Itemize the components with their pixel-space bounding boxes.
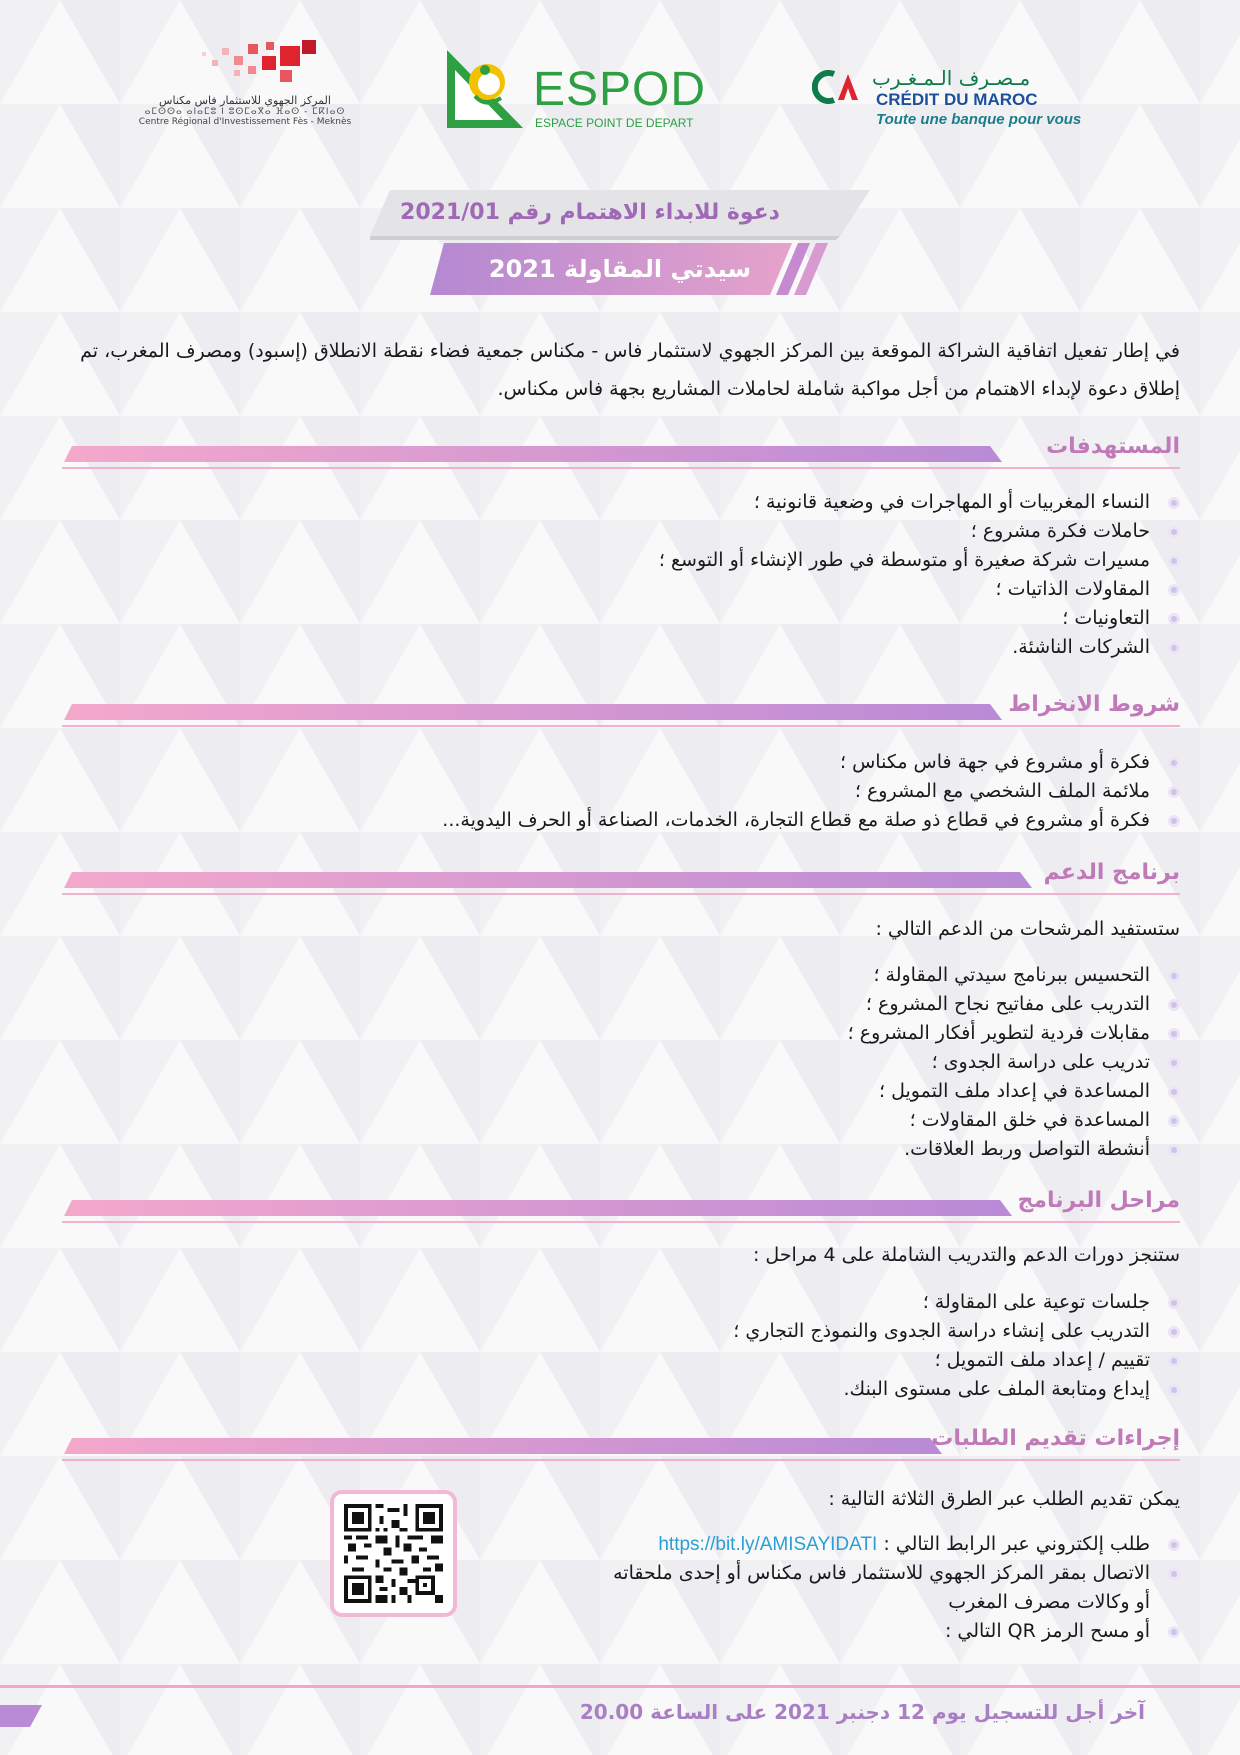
- section-title-conditions: شروط الانخراط: [1008, 692, 1180, 717]
- cdm-arabic-name: مـصـرف الـمـغـرب: [872, 66, 1031, 90]
- qr-code-icon: [344, 1504, 443, 1603]
- espod-subtitle: ESPACE POINT DE DEPART: [535, 116, 694, 130]
- crifm-squares-icon: [130, 40, 360, 90]
- list-item: المقاولات الذاتيات ؛: [659, 575, 1180, 604]
- bullet-icon: [1168, 970, 1180, 982]
- qr-code[interactable]: [330, 1490, 457, 1617]
- bullet-icon: [1168, 613, 1180, 625]
- list-item: التدريب على إنشاء دراسة الجدوى والنموذج التجاري ؛: [733, 1317, 1180, 1346]
- list-item: أو وكالات مصرف المغرب: [948, 1591, 1150, 1613]
- list-item: التعاونيات ؛: [659, 604, 1180, 633]
- section-title-phases: مراحل البرنامج: [1017, 1188, 1180, 1213]
- bullet-icon: [1168, 1355, 1180, 1367]
- bullet-icon: [1168, 1144, 1180, 1156]
- list-item: حاملات فكرة مشروع ؛: [659, 517, 1180, 546]
- section-header-conditions: [62, 690, 1180, 730]
- bullet-icon: [1168, 815, 1180, 827]
- list-item: ملائمة الملف الشخصي مع المشروع ؛: [442, 777, 1180, 806]
- bullet-icon: [1168, 1297, 1180, 1309]
- list-item: التحسيس ببرنامج سيدتي المقاولة ؛: [848, 961, 1180, 990]
- section-title-targets: المستهدفات: [1046, 434, 1180, 459]
- section-header-phases: [62, 1186, 1180, 1226]
- bullet-icon: [1168, 1326, 1180, 1338]
- list-item: فكرة أو مشروع في جهة فاس مكناس ؛: [442, 748, 1180, 777]
- espod-logo: [445, 48, 725, 138]
- crifm-french-name: Centre Régional d'Investissement Fès - Meknès: [138, 117, 352, 127]
- bullet-icon: [1168, 497, 1180, 509]
- bullet-icon: [1168, 757, 1180, 769]
- phases-list: [733, 1288, 1180, 1404]
- program-title: سيدتي المقاولة 2021: [488, 255, 752, 283]
- targets-list: [659, 488, 1180, 662]
- list-item: مقابلات فردية لتطوير أفكار المشروع ؛: [848, 1019, 1180, 1048]
- support-lead: ستستفيد المرشحات من الدعم التالي :: [875, 918, 1180, 940]
- bullet-icon: [1168, 786, 1180, 798]
- list-item: طلب إلكتروني عبر الرابط التالي : https://bit.ly/AMISAYIDATI: [613, 1530, 1180, 1559]
- list-item: تقييم / إعداد ملف التمويل ؛: [733, 1346, 1180, 1375]
- cdm-name: CRÉDIT DU MAROC: [876, 90, 1038, 109]
- list-item: جلسات توعية على المقاولة ؛: [733, 1288, 1180, 1317]
- bullet-icon: [1168, 642, 1180, 654]
- deadline-text: آخر أجل للتسجيل يوم 12 دجنبر 2021 على الساعة 20.00: [579, 1700, 1145, 1724]
- footer-accent-shape: [0, 1705, 60, 1727]
- list-item: التدريب على مفاتيح نجاح المشروع ؛: [848, 990, 1180, 1019]
- bullet-icon: [1168, 999, 1180, 1011]
- cdm-slogan: Toute une banque pour vous: [876, 111, 1082, 128]
- list-item: المساعدة في إعداد ملف التمويل ؛: [848, 1077, 1180, 1106]
- conditions-list: [442, 748, 1180, 835]
- application-list: [613, 1530, 1180, 1646]
- application-lead: يمكن تقديم الطلب عبر الطرق الثلاثة التالية :: [828, 1488, 1180, 1510]
- bullet-icon: [1168, 1057, 1180, 1069]
- espod-mark-icon: [445, 48, 525, 133]
- bullet-icon: [1168, 1568, 1180, 1580]
- call-number-title: دعوة للابداء الاهتمام رقم 2021/01: [400, 200, 780, 225]
- section-title-application: إجراءات تقديم الطلبات: [931, 1426, 1180, 1451]
- bullet-icon: [1168, 1086, 1180, 1098]
- bullet-icon: [1168, 1028, 1180, 1040]
- list-item: إيداع ومتابعة الملف على مستوى البنك.: [733, 1375, 1180, 1404]
- bullet-icon: [1168, 1384, 1180, 1396]
- list-item: المساعدة في خلق المقاولات ؛: [848, 1106, 1180, 1135]
- phases-lead: ستنجز دورات الدعم والتدريب الشاملة على 4 مراحل :: [752, 1244, 1180, 1266]
- crifm-logo: [130, 40, 360, 140]
- bullet-icon: [1168, 1626, 1180, 1638]
- espod-name: ESPOD: [533, 63, 707, 116]
- list-item: الشركات الناشئة.: [659, 633, 1180, 662]
- intro-paragraph: في إطار تفعيل اتفاقية الشراكة الموقعة بين المركز الجهوي لاستثمار فاس - مكناس جمعية فضاء نقطة الانطلاق (إسبود) ومصرف المغرب، تم إطلاق دعوة لإبداء الاهتمام من أجل مواكبة شاملة لحاملات المشاريع بجهة فاس مكناس.: [80, 340, 1180, 400]
- section-header-application: [62, 1424, 1180, 1464]
- list-item: أنشطة التواصل وربط العلاقات.: [848, 1135, 1180, 1164]
- list-item: مسيرات شركة صغيرة أو متوسطة في طور الإنشاء أو التوسع ؛: [659, 546, 1180, 575]
- call-number-banner: [370, 190, 870, 240]
- crifm-arabic-name: المركز الجهوي للاستثمار فاس مكناس: [159, 94, 331, 107]
- bullet-icon: [1168, 1539, 1180, 1551]
- bullet-icon: [1168, 526, 1180, 538]
- cdm-mark-icon: [812, 70, 862, 104]
- list-item: فكرة أو مشروع في قطاع ذو صلة مع قطاع التجارة، الخدمات، الصناعة أو الحرف اليدوية...: [442, 806, 1180, 835]
- support-list: [848, 961, 1180, 1164]
- section-header-support: [62, 858, 1180, 898]
- section-title-support: برنامج الدعم: [1043, 860, 1180, 885]
- bullet-icon: [1168, 1115, 1180, 1127]
- bullet-icon: [1168, 584, 1180, 596]
- list-item: الاتصال بمقر المركز الجهوي للاستثمار فاس مكناس أو إحدى ملحقاته: [613, 1559, 1180, 1588]
- program-banner: [430, 243, 830, 299]
- footer-divider: [0, 1685, 1240, 1688]
- list-item: النساء المغربيات أو المهاجرات في وضعية قانونية ؛: [659, 488, 1180, 517]
- crifm-tifinagh-name: ⴰⵎⵙⵙⴰ ⴰⵏⴰⵎⵓ ⵏ ⵓⵙⵎⴰⴳⴰ ⴼⴰⵙ - ⵎⴽⵏⴰⵙ: [144, 107, 346, 117]
- section-header-targets: [62, 432, 1180, 472]
- bullet-icon: [1168, 555, 1180, 567]
- credit-du-maroc-logo: [812, 66, 1112, 136]
- application-link[interactable]: https://bit.ly/AMISAYIDATI: [658, 1534, 878, 1555]
- list-item: أو مسح الرمز QR التالي :: [613, 1617, 1180, 1646]
- list-item: تدريب على دراسة الجدوى ؛: [848, 1048, 1180, 1077]
